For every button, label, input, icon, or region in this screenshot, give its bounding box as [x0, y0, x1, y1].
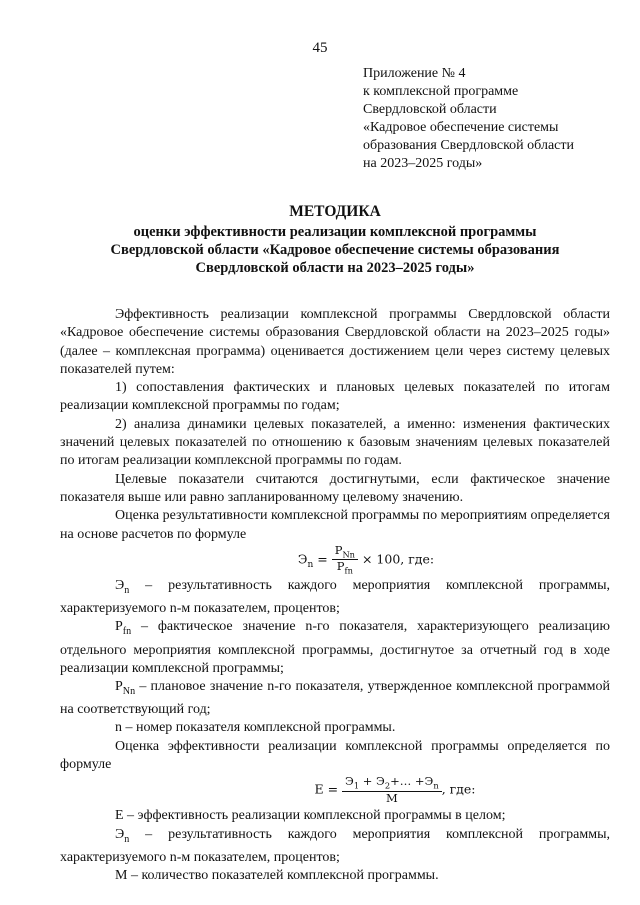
title-line: Свердловской области на 2023–2025 годы» — [195, 260, 475, 276]
definition — [60, 618, 610, 678]
definition-text: – результативность каждого мероприятия комплексной программы, характеризуемого n-м показателем, процентов; — [60, 578, 610, 617]
formula-program-effectiveness — [60, 776, 610, 804]
formula-symbol: +… +Э — [390, 774, 434, 789]
paragraph: Эффективность реализации комплексной программы Свердловской области «Кадровое обеспечение системы образования Свердловской области на 2023–2025 годы» (далее – комплексная программа) оценивается достижением цели через систему целевых показателей путем: — [60, 307, 610, 377]
paragraph: Оценка результативности комплексной программы по мероприятиям определяется на основе расчетов по формуле — [60, 508, 610, 542]
formula-symbol: + Э — [359, 774, 385, 789]
formula-denominator: M — [385, 790, 398, 805]
formula-effectiveness-per-measure — [60, 542, 610, 576]
formula-symbol: P — [336, 559, 345, 574]
appendix-line: «Кадровое обеспечение системы — [363, 120, 559, 135]
page-number: 45 — [312, 40, 328, 56]
definition-symbol: Э — [115, 578, 125, 594]
paragraph: Целевые показатели считаются достигнутыми, если фактическое значение показателя выше или равно запланированному целевому значению. — [60, 471, 610, 505]
definition: М – количество показателей комплексной программы. — [115, 868, 439, 884]
formula-operator: = — [313, 551, 332, 567]
title-line: МЕТОДИКА — [289, 203, 381, 220]
definition-text: – результативность каждого мероприятия комплексной программы, характеризуемого n-м показателем, процентов; — [60, 826, 610, 865]
definition-symbol: Р — [115, 619, 123, 635]
definition — [60, 577, 610, 618]
title-line: оценки эффективности реализации комплексной программы — [133, 224, 537, 240]
definition-text: – фактическое значение n-го показателя, характеризующего реализацию отдельного мероприятия комплексной программы, достигнутое за отчетный год в ходе реализации комплексной программы; — [60, 619, 610, 676]
formula-numerator — [332, 542, 358, 561]
formula-symbol: Э — [297, 551, 308, 567]
document-title — [60, 203, 610, 277]
paragraph: Оценка эффективности реализации комплексной программы определяется по формуле — [60, 738, 610, 773]
paragraph: 2) анализа динамики целевых показателей, а именно: изменения фактических значений целевых показателей по отношению к базовым значениям целевых показателей по итогам реализации комплексной программы по годам. — [60, 416, 610, 469]
definition-subscript: Nn — [122, 685, 136, 697]
paragraph: 1) сопоставления фактических и плановых целевых показателей по итогам реализации комплексной программы по годам; — [60, 380, 610, 414]
formula-fraction — [342, 776, 442, 804]
definition: Е – эффективность реализации комплексной программы в целом; — [115, 808, 506, 824]
formula-subscript: Nn — [342, 549, 355, 560]
document-body — [60, 306, 610, 885]
title-line: Свердловской области «Кадровое обеспечение системы образования — [110, 242, 560, 258]
definition-subscript: n — [124, 584, 130, 596]
formula-subscript: fn — [344, 565, 353, 576]
formula-denominator — [332, 560, 358, 575]
formula-numerator — [342, 776, 442, 792]
definition-symbol: Р — [115, 679, 123, 695]
formula-subscript: n — [433, 780, 439, 791]
formula-symbol: E = — [314, 781, 343, 797]
appendix-line: образования Свердловской области — [363, 138, 574, 153]
formula-fraction — [332, 542, 358, 576]
formula-tail: , где: — [441, 781, 476, 797]
formula-symbol: P — [334, 542, 343, 557]
appendix-line: к комплексной программе — [363, 84, 519, 99]
definition-text: – плановое значение n-го показателя, утвержденное комплексной программой на соответствующий год; — [60, 679, 610, 718]
formula-subscript: n — [307, 559, 314, 570]
definition — [60, 826, 610, 867]
appendix-header — [363, 65, 625, 173]
appendix-line: Свердловской области — [363, 102, 497, 117]
definition-subscript: fn — [122, 626, 132, 638]
definition — [60, 678, 610, 719]
formula-symbol: Э — [345, 774, 354, 789]
formula-subscript: 2 — [384, 780, 391, 791]
appendix-line: Приложение № 4 — [363, 66, 466, 81]
definition: n – номер показателя комплексной программы. — [115, 720, 396, 736]
definition-symbol: Э — [115, 826, 125, 842]
appendix-line: на 2023–2025 годы» — [363, 156, 483, 171]
formula-tail: × 100, где: — [358, 551, 435, 567]
formula-subscript: 1 — [353, 780, 360, 791]
definition-subscript: n — [124, 833, 130, 845]
